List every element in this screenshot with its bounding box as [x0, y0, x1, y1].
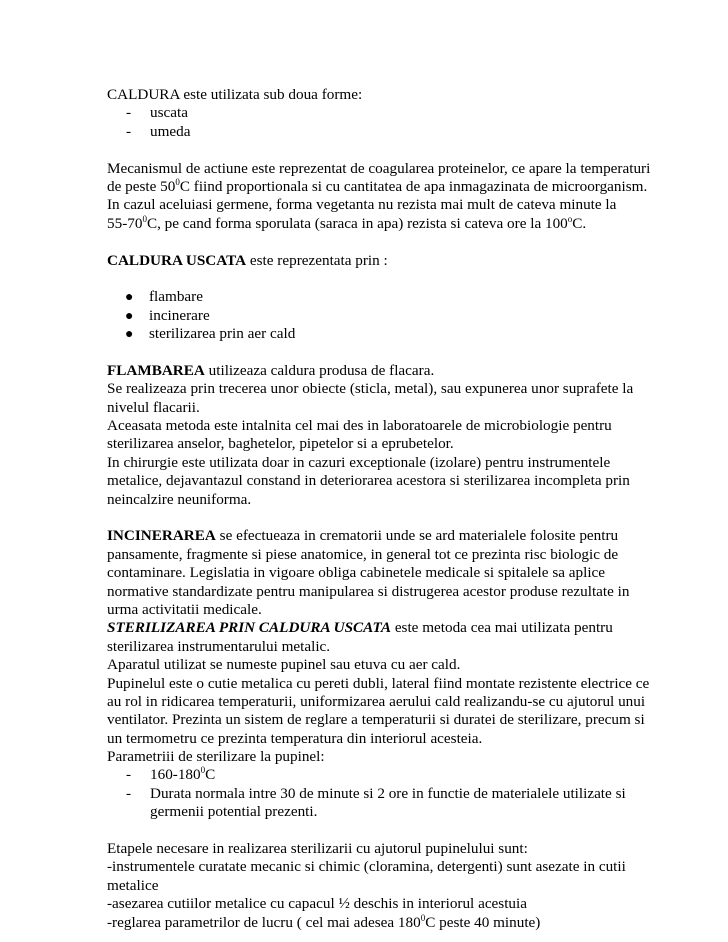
hot-air-heading: STERILIZAREA PRIN CALDURA USCATA este metoda cea mai utilizata pentru: [107, 619, 613, 637]
hot-air-line: au rol in ridicarea temperaturii, uniformizarea aerului cald realizandu-se cu ajutorul unui: [107, 692, 646, 710]
steps-heading: Etapele necesare in realizarea sterilizarii cu ajutorul pupinelului sunt:: [107, 840, 528, 858]
flambare-line: Aceasata metoda este intalnita cel mai des in laboratoarele de microbiologie pentru: [107, 417, 612, 435]
flambare-line: In chirurgie este utilizata doar in cazuri exceptionale (izolare) pentru instrumentele: [107, 453, 611, 471]
flambare-line: sterilizarea anselor, baghetelor, pipetelor si a eprubetelor.: [107, 435, 454, 453]
mechanism-line-3: In cazul aceluiasi germene, forma vegetanta nu rezista mai mult de cateva minute la: [107, 196, 617, 214]
form-item-wet: - umeda: [126, 122, 191, 140]
intro-line: CALDURA este utilizata sub doua forme:: [107, 86, 363, 103]
hot-air-line: ventilator. Prezinta un sistem de reglare a temperaturii si duratei de sterilizare, precum si: [107, 711, 645, 729]
dry-heat-item-flambare: ● flambare: [107, 288, 627, 306]
bullet-icon: ●: [125, 327, 134, 343]
step-line: -reglarea parametrilor de lucru ( cel mai adesea $180^0C$ peste 40 minute): [107, 912, 541, 931]
step-line: -instrumentele curatate mecanic si chimic (cloramina, detergenti) sunt asezate in cutii: [107, 858, 626, 876]
incinerare-line: urma activitatii medicale.: [107, 600, 262, 618]
step-line: metalice: [107, 876, 159, 894]
hot-air-line: un termometru ce prezinta temperatura din interiorul acesteia.: [107, 729, 483, 747]
flambare-line: neincalzire neuniforma.: [107, 490, 252, 508]
hot-air-line: Parametriii de sterilizare la pupinel:: [107, 748, 325, 766]
document-page: [107, 86, 651, 932]
dry-heat-item-aer-cald: ● sterilizarea prin aer cald: [107, 325, 627, 343]
bullet-icon: ●: [125, 308, 134, 324]
hot-air-line: Aparatul utilizat se numeste pupinel sau etuva cu aer cald.: [107, 656, 461, 674]
flambare-line: metalice, dejavantazul constand in deteriorarea acestora si sterilizarea incompleta prin: [107, 472, 630, 490]
hot-air-line: sterilizarea instrumentarului metalic.: [107, 637, 331, 655]
flambare-heading: FLAMBAREA utilizeaza caldura produsa de flacara.: [107, 361, 435, 379]
dry-heat-heading: CALDURA USCATA este reprezentata prin :: [107, 251, 388, 269]
incinerare-line: normative standardizate pentru manipularea si distrugerea acestor produse rezultate in: [107, 582, 630, 600]
flambare-line: Se realizeaza prin trecerea unor obiecte (sticla, metal), sau expunerea unor suprafete la: [107, 380, 634, 398]
hot-air-line: Pupinelul este o cutie metalica cu pereti dubli, lateral fiind montate rezistente electrice ce: [107, 674, 650, 692]
flambare-line: nivelul flacarii.: [107, 398, 200, 416]
incinerare-line: pansamente, fragmente si piese anatomice, in general tot ce prezinta risc biologic de: [107, 545, 619, 563]
param-temperature: - $160-180^0C$: [126, 765, 216, 784]
form-item-dry: - uscata: [126, 104, 188, 122]
incinerare-heading: INCINERAREA se efectueaza in crematorii unde se ard materialele folosite pentru: [107, 527, 619, 545]
dry-heat-item-incinerare: ● incinerare: [107, 307, 627, 325]
step-line: -asezarea cutiilor metalice cu capacul ½ deschis in interiorul acestuia: [107, 895, 527, 913]
param-duration: - Durata normala intre 30 de minute si 2 ore in functie de materialele utilizate si: [126, 784, 626, 802]
mechanism-line-1: Mecanismul de actiune este reprezentat de coagularea proteinelor, ce apare la temperaturi: [107, 159, 651, 177]
incinerare-line: contaminare. Legislatia in vigoare obliga cabinetele medicale si spitalele sa aplice: [107, 564, 606, 582]
param-duration-cont: germenii potential prezenti.: [150, 803, 318, 821]
mechanism-line-2: de peste $50^0C$ fiind proportionala si cu cantitatea de apa inmagazinata de microorganism.: [107, 176, 648, 195]
bullet-icon: ●: [125, 290, 134, 306]
mechanism-line-4: $55-70^0C$, pe cand forma sporulata (saraca in apa) rezista si cateva ore la 100$^o$C.: [107, 213, 587, 232]
